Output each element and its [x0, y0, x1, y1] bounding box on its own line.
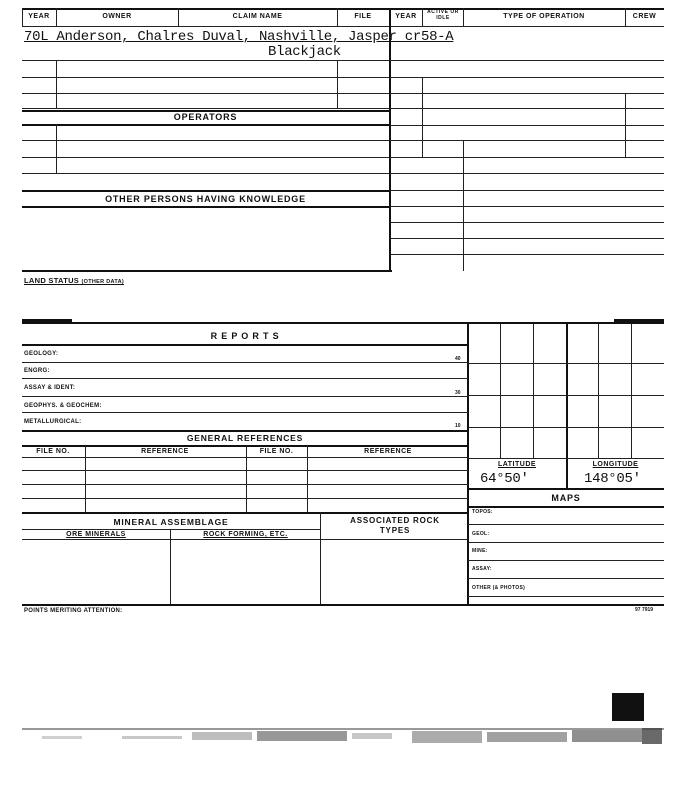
report-geology-num: 40	[455, 356, 461, 362]
gen-ref-file-no-2: FILE NO.	[259, 448, 294, 455]
mineral-assemblage-heading: MINERAL ASSEMBLAGE	[113, 517, 229, 527]
maps-other: OTHER (& PHOTOS)	[472, 585, 526, 591]
maps-topos: TOPOS:	[472, 509, 493, 515]
latitude-value: 64°50'	[480, 471, 529, 487]
entry-line-1: 70L Anderson, Chalres Duval, Nashville, Jasper cr58-A	[24, 29, 454, 45]
header-crew: CREW	[632, 13, 657, 20]
gen-ref-reference: REFERENCE	[141, 448, 189, 455]
report-metallurgical: METALLURGICAL:	[24, 419, 82, 425]
land-status-label: LAND STATUS (OTHER DATA)	[24, 276, 124, 285]
registration-mark	[612, 693, 644, 721]
longitude-label: LONGITUDE	[592, 461, 639, 468]
general-references-heading: GENERAL REFERENCES	[186, 433, 304, 443]
gen-ref-file-no: FILE NO.	[36, 448, 70, 455]
maps-assay: ASSAY:	[472, 566, 492, 572]
gen-ref-reference-2: REFERENCE	[364, 448, 412, 455]
scan-noise-strip	[22, 726, 664, 748]
report-geophys: GEOPHYS. & GEOCHEM:	[24, 403, 102, 409]
entry-line-2: Blackjack	[268, 44, 341, 60]
other-persons-heading: OTHER PERSONS HAVING KNOWLEDGE	[105, 194, 306, 204]
report-engrg: ENGRG:	[24, 368, 50, 374]
associated-rock-types-heading: ASSOCIATED ROCK TYPES	[350, 516, 440, 535]
rock-forming-header: ROCK FORMING, ETC.	[203, 531, 288, 538]
form-code: 97 7919	[635, 607, 654, 613]
header-file: FILE	[354, 13, 372, 20]
longitude-value: 148°05'	[584, 471, 641, 487]
header-year-2: YEAR	[395, 13, 417, 20]
header-year: YEAR	[28, 13, 50, 20]
report-assay-num: 30	[455, 390, 461, 396]
report-geology: GEOLOGY:	[24, 351, 59, 357]
report-assay-ident: ASSAY & IDENT:	[24, 385, 76, 391]
header-active-idle: ACTIVE OR IDLE	[427, 9, 459, 21]
operators-heading: OPERATORS	[173, 112, 238, 122]
header-owner: OWNER	[102, 13, 132, 20]
reports-heading: R E P O R T S	[210, 331, 280, 341]
maps-mine: MINE:	[472, 548, 488, 554]
ore-minerals-header: ORE MINERALS	[66, 531, 126, 538]
header-claim-name: CLAIM NAME	[232, 13, 283, 20]
maps-heading: MAPS	[551, 493, 581, 503]
maps-geol: GEOL:	[472, 531, 490, 537]
report-metallurgical-num: 10	[455, 423, 461, 429]
points-meriting-label: POINTS MERITING ATTENTION:	[24, 608, 123, 614]
header-type-of-operation: TYPE OF OPERATION	[503, 13, 585, 20]
latitude-label: LATITUDE	[497, 461, 537, 468]
